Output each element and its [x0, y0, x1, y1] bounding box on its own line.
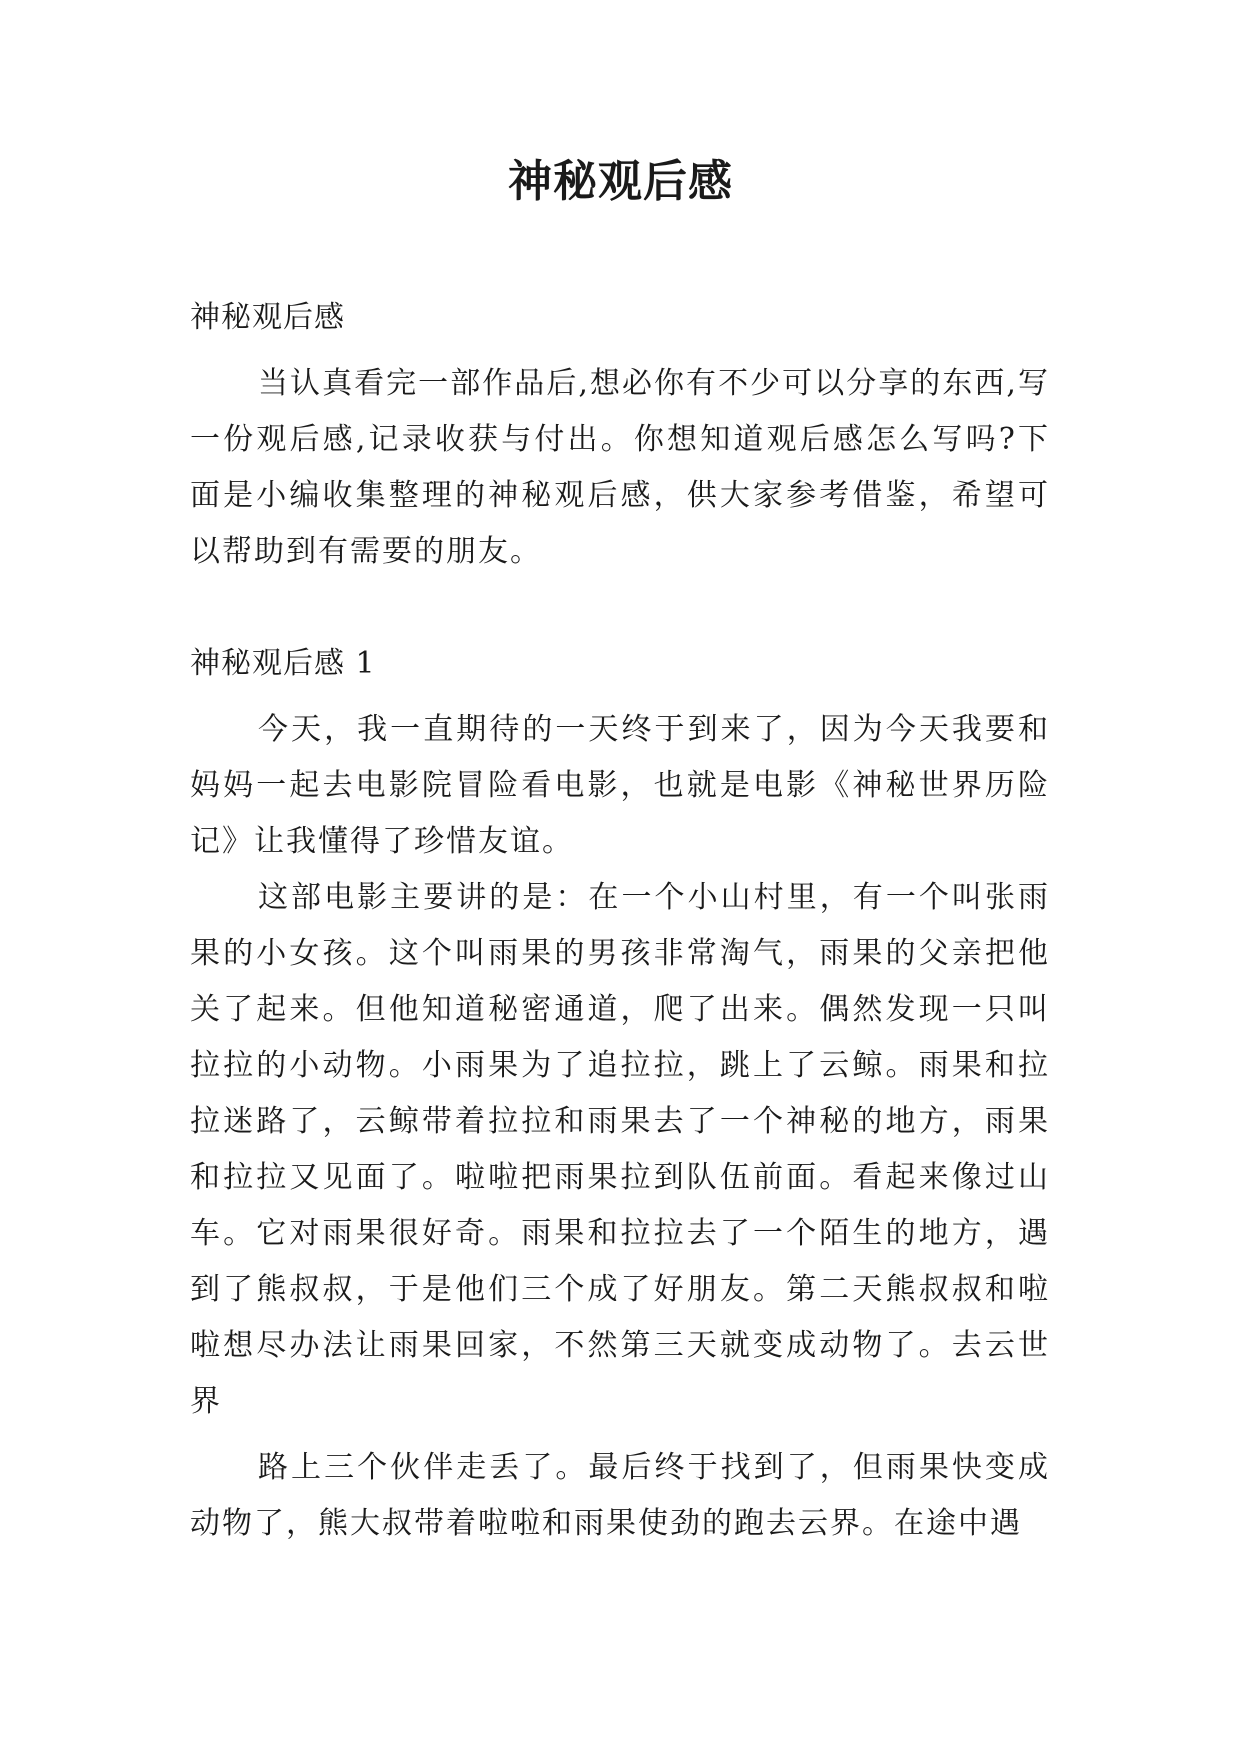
subtitle: 神秘观后感 [190, 300, 345, 335]
section-heading: 神秘观后感 1 [190, 646, 376, 681]
body-paragraph: 这部电影主要讲的是：在一个小山村里，有一个叫张雨果的小女孩。这个叫雨果的男孩非常淘气，雨果的父亲把他关了起来。但他知道秘密通道，爬了出来。偶然发现一只叫拉拉的小动物。小雨果为了追拉拉，跳上了云鲸。雨果和拉拉迷路了，云鲸带着拉拉和雨果去了一个神秘的地方，雨果和拉拉又见面了。啦啦把雨果拉到队伍前面。看起来像过山车。它对雨果很好奇。雨果和拉拉去了一个陌生的地方，遇到了熊叔叔，于是他们三个成了好朋友。第二天熊叔叔和啦啦想尽办法让雨果回家，不然第三天就变成动物了。去云世界 [190, 880, 1050, 1419]
intro-paragraph: 当认真看完一部作品后,想必你有不少可以分享的东西,写一份观后感,记录收获与付出。你想知道观后感怎么写吗?下面是小编收集整理的神秘观后感，供大家参考借鉴，希望可以帮助到有需要的朋友。 [190, 366, 1050, 569]
document-body [190, 290, 1050, 1552]
body-paragraph: 路上三个伙伴走丢了。最后终于找到了，但雨果快变成动物了，熊大叔带着啦啦和雨果使劲的跑去云界。在途中遇 [190, 1450, 1050, 1541]
document-title: 神秘观后感 [508, 156, 733, 207]
body-paragraph: 今天，我一直期待的一天终于到来了，因为今天我要和妈妈一起去电影院冒险看电影，也就是电影《神秘世界历险记》让我懂得了珍惜友谊。 [190, 712, 1050, 859]
